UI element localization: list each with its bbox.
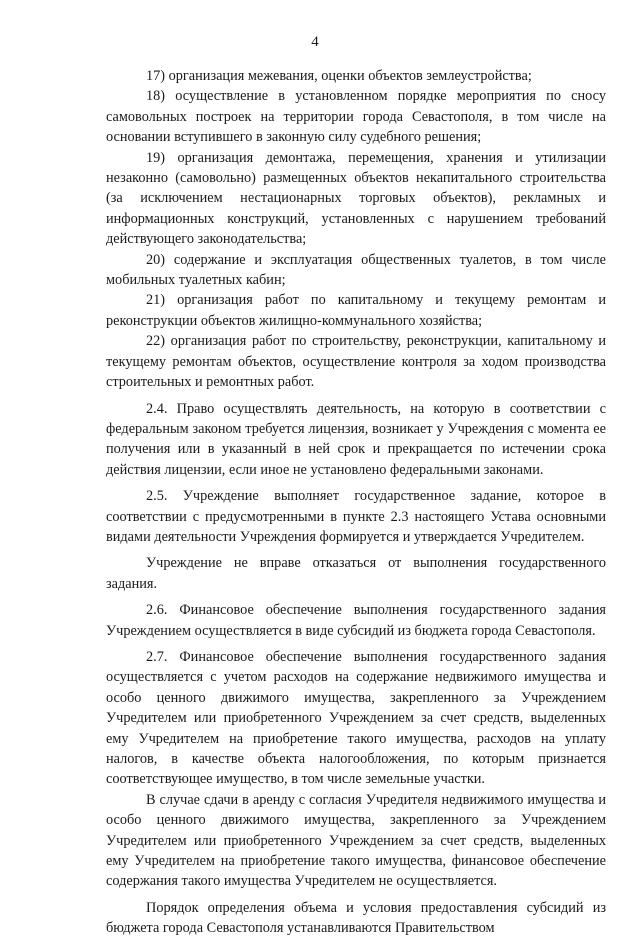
list-item-17: 17) организация межевания, оценки объектов землеустройства; <box>146 68 532 84</box>
clause-2-5: 2.5. Учреждение выполняет государственное задание, которое в соответствии с предусмотренными в пункте 2.3 настоящего Устава основными видами деятельности Учреждения формируется и утверждается Учредителем. <box>106 488 606 545</box>
clause-2-4: 2.4. Право осуществлять деятельность, на которую в соответствии с федеральным законом требуется лицензия, возникает у Учреждения с момента ее получения или в указанный в ней срок и прекращается по истечении срока действия лицензии, если иное не установлено федеральными законами. <box>106 400 606 478</box>
document-body <box>106 66 606 939</box>
list-item-20: 20) содержание и эксплуатация общественных туалетов, в том числе мобильных туалетных кабин; <box>106 251 606 289</box>
clause-2-7-lease: В случае сдачи в аренду с согласия Учредителя недвижимого имущества и особо ценного движимого имущества, закрепленного за Учреждением Учредителем или приобретенного Учреждением за счет средств, выделенных ему Учредителем на приобретение такого имущества, финансовое обеспечение содержания такого имущества Учредителем не осуществляется. <box>106 791 606 890</box>
clause-2-7: 2.7. Финансовое обеспечение выполнения государственного задания осуществляется с учетом расходов на содержание недвижимого имущества и особо ценного движимого имущества, закрепленного за Учреждением Учредителем или приобретенного Учреждением за счет средств, выделенных ему Учредителем на приобретение такого имущества, расходов на уплату налогов, в качестве объекта налогообложения, по которым признается соответствующее имущество, в том числе земельные участки. <box>106 648 606 788</box>
clause-2-5-refusal: Учреждение не вправе отказаться от выполнения государственного задания. <box>106 555 606 592</box>
subsidy-procedure: Порядок определения объема и условия предоставления субсидий из бюджета города Севастополя устанавливаются Правительством <box>106 899 606 937</box>
list-item-19: 19) организация демонтажа, перемещения, хранения и утилизации незаконно (самовольно) размещенных объектов некапитального строительства (за исключением нестационарных торговых объектов), рекламных и информационных конструкций, установленных с нарушением требований действующего законодательства; <box>106 149 606 248</box>
list-item-18: 18) осуществление в установленном порядке мероприятия по сносу самовольных построек на территории города Севастополя, в том числе на основании вступившего в законную силу судебного решения; <box>106 88 606 146</box>
page-number: 4 <box>311 34 319 50</box>
clause-2-6: 2.6. Финансовое обеспечение выполнения государственного задания Учреждением осуществляется в виде субсидий из бюджета города Севастополя. <box>106 602 606 639</box>
list-item-22: 22) организация работ по строительству, реконструкции, капитальному и текущему ремонтам объектов, осуществление контроля за ходом производства строительных и ремонтных работ. <box>106 333 606 391</box>
list-item-21: 21) организация работ по капитальному и текущему ремонтам и реконструкции объектов жилищно-коммунального хозяйства; <box>106 292 606 329</box>
